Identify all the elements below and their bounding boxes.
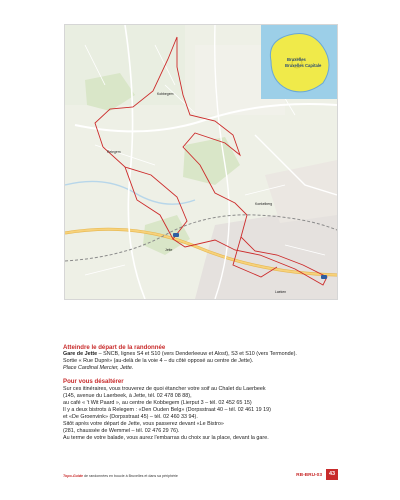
drinks-line: au café « 't Wit Paard », au centre de Kobbegem (Lierput 3 – tél. 02 452 65 15): [63, 399, 252, 406]
station-marker-east: [321, 275, 327, 279]
route-code: RB-BRU-03: [296, 473, 322, 478]
drinks-line: et «De Groenvink» (Dorpsstraat 45) – tél. 02 460 33 94).: [63, 413, 198, 420]
footer-caption: [63, 474, 178, 478]
drinks-line: (145, avenue du Laerbeek, à Jette, tél. 02 478 08 88),: [63, 392, 192, 399]
page-footer: [63, 472, 338, 480]
access-line-train-bold: Gare de Jette: [63, 351, 98, 358]
section-title-drinks: Pour vous désaltérer: [63, 378, 124, 386]
map-label-relegem: Relegem: [107, 150, 121, 154]
section-title-access: Atteindre le départ de la randonnée: [63, 344, 166, 351]
drinks-line: (281, chaussée de Wemmel – tél. 02 476 29 76).: [63, 427, 180, 434]
map-label-jette: Jette: [165, 248, 173, 252]
page-number: 43: [326, 469, 338, 480]
route-map: [64, 24, 338, 300]
footer-brand: Topo-Guide: [63, 474, 84, 478]
drinks-line: Au terme de votre balade, vous aurez l'embarras du choix sur la place, devant la gare.: [63, 434, 269, 441]
access-line-exit: Sortie « Rue Dupré» (au-delà de la voie 4 – du côté opposé au centre de Jette).: [63, 358, 254, 365]
map-label-koekelberg: Koekelberg: [255, 202, 273, 206]
drinks-line: Il y a deux bistrots à Relegem : «Den Ouden Belg» (Dorpsstraat 40 – tél. 02 461 19 19): [63, 406, 271, 413]
map-label-kobbegem: Kobbegem: [157, 92, 174, 96]
drinks-line: Sitôt après votre départ de Jette, vous passerez devant «Le Bistro»: [63, 420, 224, 427]
drinks-line: Sur ces itinéraires, vous trouverez de quoi étancher votre soif au Chalet du Laerbeek: [63, 385, 266, 392]
route-info-text: [63, 344, 338, 442]
access-line-place: Place Cardinal Mercier, Jette.: [63, 365, 134, 372]
access-line-train: [63, 351, 338, 358]
inset-label-capital: Bruxelles Capitale: [285, 63, 322, 68]
map-label-laeken: Laeken: [275, 290, 287, 294]
inset-map: [261, 25, 337, 99]
footer-text: de randonnées en boucle à Bruxelles et dans sa périphérie: [83, 474, 178, 478]
inset-label-brussels: Bruxelles: [287, 57, 306, 62]
access-line-train-rest: – SNCB, lignes S4 et S10 (vers Denderleeuw et Alost), S3 et S10 (vers Termonde).: [97, 351, 297, 358]
station-marker-jette: [173, 233, 179, 237]
